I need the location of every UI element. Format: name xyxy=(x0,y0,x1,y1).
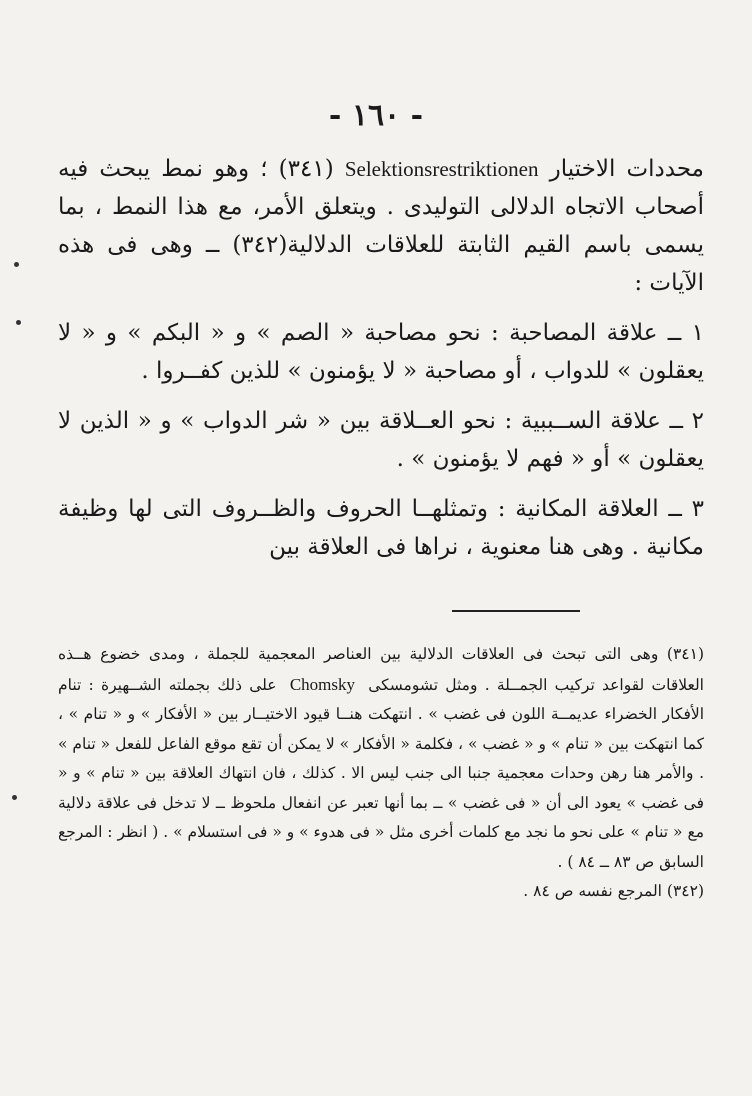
margin-speck xyxy=(12,795,17,800)
footnote-342: (٣٤٢) المرجع نفسه ص ٨٤ . xyxy=(523,882,704,900)
footnote-341-part-a: (٣٤١) وهى التى تبحث فى العلاقات الدلالية بين العناصر المعجمية للجملة ، ومدى خضوع هــذه العلاقات لقواعد تركيب الجمــلة . ومثل تشومسكى xyxy=(58,645,704,694)
footnote-341-part-b: على ذلك بجملته الشــهيرة : تنام الأفكار الخضراء عديمــة اللون فى غضب » . انتهكت هنــا قيود الاختيــار بين « الأفكار » و « تنام » ، كما انتهكت بين « تنام » و « غضب » ، فكلمة « الأفكار » لا يمكن أن تقع موقع الفاعل للفعل « تنام » . والأمر هنا رهن وحدات معجمية جنبا الى جنب ليس الا . كذلك ، فان انتهاك العلاقة بين « تنام » و « فى غضب » يعود الى أن « فى غضب » ــ بما أنها تعبر عن انفعال ملحوظ ــ لا تدخل فى علاقة دلالية مع « تنام » على نحو ما نجد مع كلمات أخرى مثل « فى هدوء » و « فى استسلام » . ( انظر : المرجع السابق ص ٨٣ ــ ٨٤ ) . xyxy=(58,675,704,871)
paragraph-causality: ٢ ــ علاقة الســببية : نحو العــلاقة بين « شر الدواب » و « الذين لا يعقلون » أو « فهم لا يؤمنون » . xyxy=(58,408,704,472)
footnote-341 xyxy=(58,640,704,877)
page-number: - ١٦٠ - xyxy=(328,98,424,133)
paragraph-accompaniment: ١ ــ علاقة المصاحبة : نحو مصاحبة « الصم » و « البكم » و « لا يعقلون » للدواب ، أو مصاحبة « لا يؤمنون » للذين كفــروا . xyxy=(58,320,704,384)
margin-speck xyxy=(16,320,21,325)
paragraph-selection-restrictions xyxy=(58,150,704,302)
paragraph-spatial: ٣ ــ العلاقة المكانية : وتمثلهــا الحروف والظــروف التى لها وظيفة مكانية . وهى هنا معنوية ، نراها فى العلاقة بين xyxy=(58,496,704,560)
footnote-divider xyxy=(452,610,580,612)
footnotes xyxy=(58,640,704,907)
main-body-text xyxy=(58,150,704,578)
paragraph-rest: (٣٤١) ؛ وهو نمط يبحث فيه أصحاب الاتجاه الدلالى التوليدى . ويتعلق الأمر، مع هذا النمط ، بما يسمى باسم القيم الثابتة للعلاقات الدلالية(٣٤٢) ــ وهى فى هذه الآيات : xyxy=(58,156,704,296)
term-arabic: محددات الاختيار xyxy=(549,156,705,182)
term-latin: Selektionsrestriktionen xyxy=(344,157,539,181)
margin-speck xyxy=(14,262,19,267)
footnote-341-latin: Chomsky xyxy=(289,674,355,694)
